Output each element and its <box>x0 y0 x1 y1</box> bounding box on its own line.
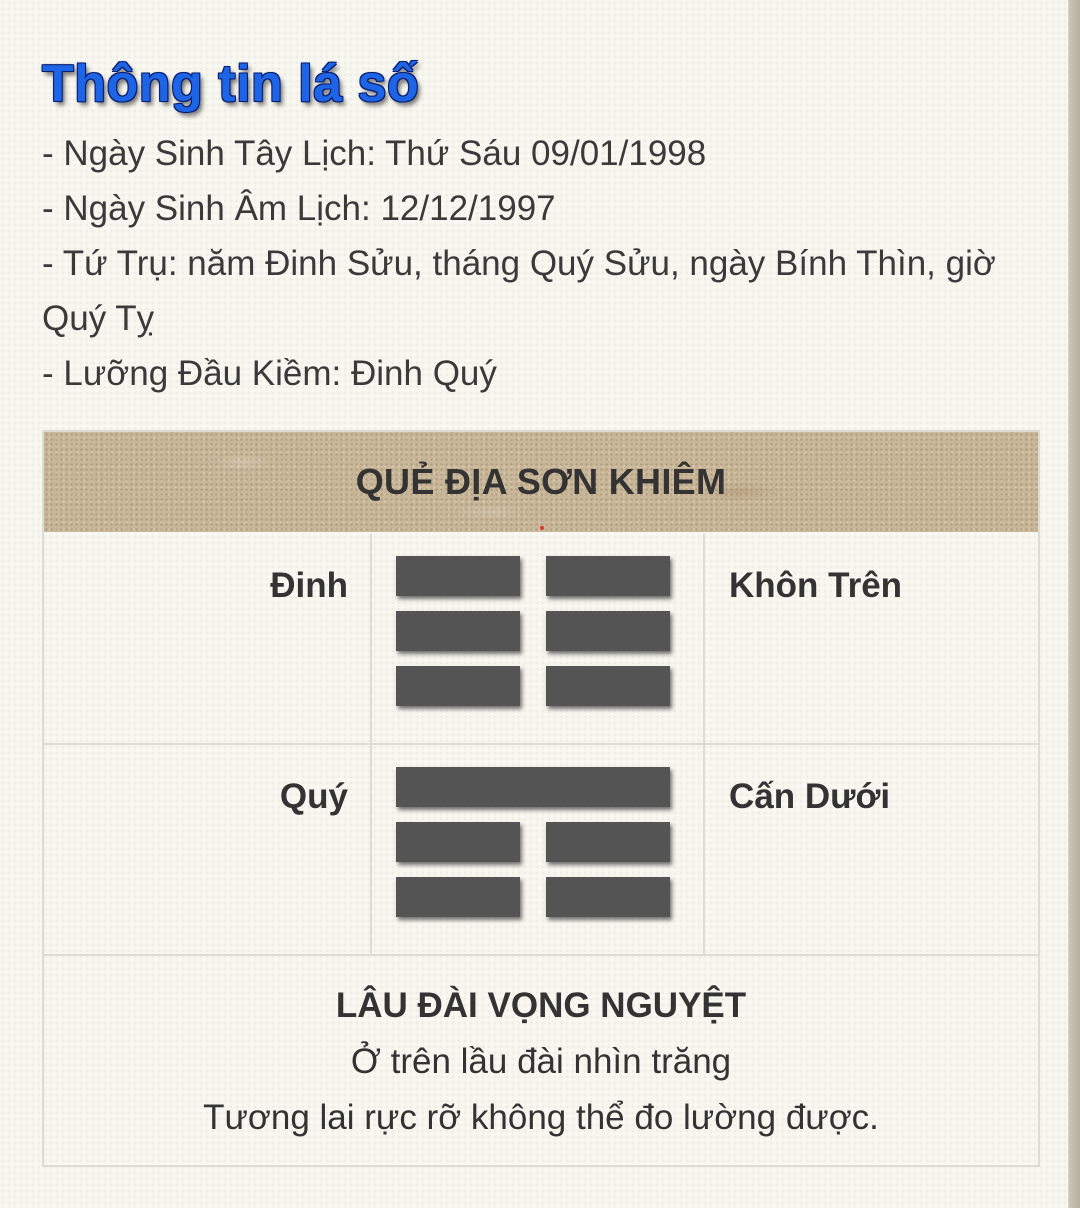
lower-line-2-right <box>546 822 670 862</box>
hexagram-header <box>44 432 1038 532</box>
interpretation-cell <box>44 956 1038 1165</box>
lower-line-3-left <box>396 877 520 917</box>
upper-trigram-lines <box>372 534 705 743</box>
lower-stem-cell <box>44 745 372 954</box>
upper-line-2-left <box>396 611 520 651</box>
interpretation-title: LÂU ĐÀI VỌNG NGUYỆT <box>335 986 747 1025</box>
hexagram-table <box>42 430 1040 1167</box>
lower-stem: Quý <box>279 777 348 816</box>
hexagram-name: QUẺ ĐỊA SƠN KHIÊM <box>355 461 727 502</box>
upper-line-1-right <box>546 556 670 596</box>
scroll-edge <box>1068 0 1080 1208</box>
four-pillars: - Tứ Trụ: năm Đinh Sửu, tháng Quý Sửu, ngày Bính Thìn, giờ Quý Tỵ <box>42 244 996 338</box>
upper-trigram-label-cell <box>705 534 1038 743</box>
lower-trigram-row <box>44 745 1038 956</box>
lunar-birth-date: - Ngày Sinh Âm Lịch: 12/12/1997 <box>42 189 556 228</box>
lower-trigram-label: Cấn Dưới <box>729 777 891 816</box>
interpretation-line-1: Ở trên lầu đài nhìn trăng <box>350 1042 732 1081</box>
upper-line-1-left <box>396 556 520 596</box>
upper-trigram-row <box>44 534 1038 745</box>
interpretation-line-2: Tương lai rực rỡ không thể đo lường được. <box>203 1098 879 1137</box>
decorative-dot <box>540 526 544 530</box>
upper-stem-cell <box>44 534 372 743</box>
page-title: Thông tin lá số <box>42 55 420 113</box>
upper-line-2-right <box>546 611 670 651</box>
lower-line-2-left <box>396 822 520 862</box>
solar-birth-date: - Ngày Sinh Tây Lịch: Thứ Sáu 09/01/1998 <box>42 134 707 173</box>
info-list <box>42 126 1042 401</box>
upper-line-3-right <box>546 666 670 706</box>
lower-trigram-label-cell <box>705 745 1038 954</box>
upper-line-3-left <box>396 666 520 706</box>
upper-trigram-label: Khôn Trên <box>729 566 903 605</box>
lower-line-3-right <box>546 877 670 917</box>
lower-line-1-solid <box>396 767 670 807</box>
lower-trigram-lines <box>372 745 705 954</box>
upper-stem: Đinh <box>270 566 348 605</box>
double-stems: - Lưỡng Đầu Kiềm: Đinh Quý <box>42 354 497 393</box>
